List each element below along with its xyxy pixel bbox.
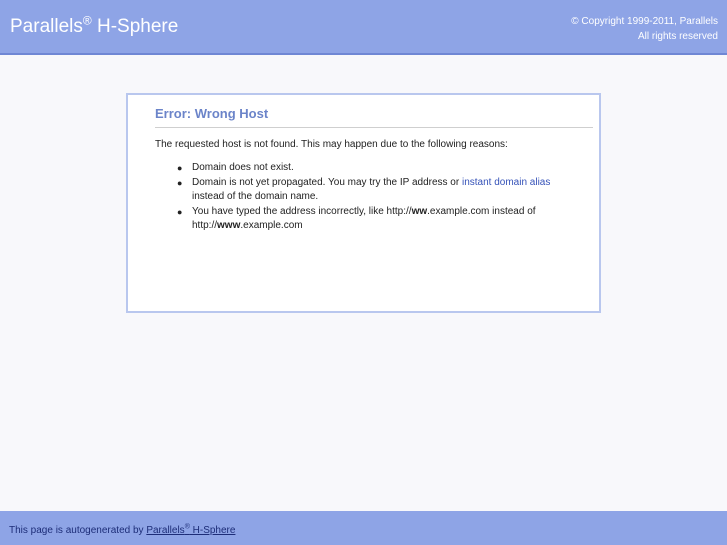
- list-item: [174, 176, 584, 205]
- error-panel: [126, 93, 601, 313]
- copyright-notice: [571, 14, 718, 44]
- footer-bar: [0, 511, 727, 545]
- list-item: [174, 161, 584, 176]
- reasons-list: [174, 161, 584, 234]
- footer-link-product[interactable]: H-Sphere: [189, 525, 236, 536]
- registered-mark: ®: [82, 13, 92, 28]
- example-bold: ww: [411, 205, 428, 217]
- footer-registered-mark[interactable]: ®: [184, 523, 190, 531]
- reason-text: .example.com: [240, 220, 303, 231]
- bullet-icon: ●: [177, 177, 183, 188]
- reason-text: .example.com instead of http://: [192, 205, 536, 231]
- bullet-icon: ●: [177, 163, 183, 173]
- brand-name: Parallels: [10, 16, 83, 37]
- bullet-icon: ●: [177, 206, 183, 217]
- reason-text: Domain is not yet propagated. You may try the IP address or: [192, 176, 462, 188]
- brand-product: H-Sphere: [91, 16, 179, 37]
- reason-text: instead of the domain name.: [192, 191, 319, 202]
- instant-domain-alias-link[interactable]: instant domain alias: [461, 176, 551, 188]
- footer-prefix: This page is autogenerated by: [9, 525, 147, 536]
- reason-text: You have typed the address incorrectly, like http://: [192, 205, 412, 217]
- parallels-hsphere-link[interactable]: [146, 525, 235, 536]
- rights-line: All rights reserved: [637, 31, 718, 42]
- brand-logo-text: [10, 13, 179, 38]
- header-bar: [0, 0, 727, 55]
- reason-text: Domain does not exist.: [192, 162, 294, 173]
- error-intro: The requested host is not found. This may happen due to the following reasons:: [155, 139, 508, 150]
- list-item: [174, 205, 584, 234]
- footer-link-name[interactable]: Parallels: [146, 525, 185, 536]
- title-divider: [155, 127, 593, 128]
- error-title: Error: Wrong Host: [155, 106, 269, 121]
- footer-text: [9, 525, 235, 536]
- example-bold: www: [217, 220, 241, 231]
- copyright-line: © Copyright 1999-2011, Parallels: [571, 16, 718, 27]
